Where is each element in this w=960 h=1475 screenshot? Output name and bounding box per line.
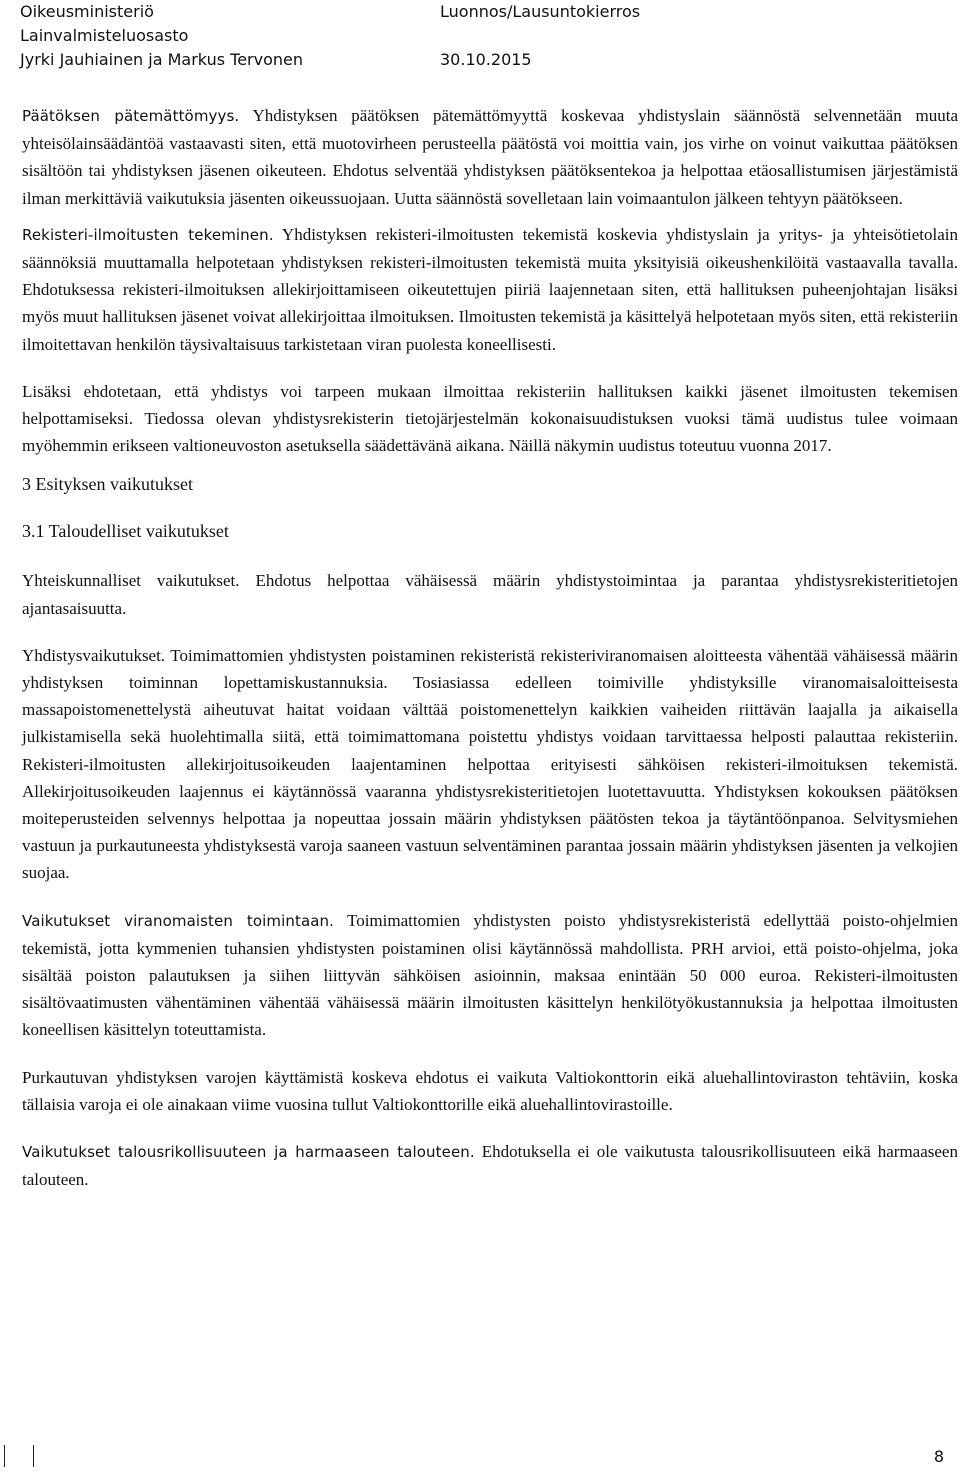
- paragraph-text: Toimimattomien yhdistysten poisto yhdistysrekisteristä edellyttää poisto-ohjelmien tekemistä, jotta kymmenien tuhansien yhdistysten poistaminen olisi käytännössä mahdollista. PRH arvioi, että poisto-ohjelma, joka sisältää poiston palautuksen ja siihen liittyvän sähköisen asioinnin, maksaa enintään 50 000 euroa. Rekisteri-ilmoitusten sisältövaatimusten vähentäminen vähentää vähäisessä määrin ilmoitusten käsittelyn henkilötyökustannuksia ja helpottaa ilmoitusten koneellisen käsittelyn toteuttamista.: [22, 910, 958, 1040]
- paragraph-lead: Yhteiskunnalliset vaikutukset.: [22, 571, 240, 591]
- margin-mark: [4, 1445, 5, 1467]
- paragraph-lisaksi: [22, 378, 958, 460]
- section-heading: 3 Esityksen vaikutukset: [22, 474, 193, 495]
- paragraph-yhdistysvaikutukset: [22, 642, 958, 887]
- paragraph-text: Ehdotuksella ei ole vaikutusta talousrikollisuuteen eikä harmaaseen talouteen.: [22, 1142, 958, 1190]
- paragraph-lead: Vaikutukset talousrikollisuuteen ja harmaaseen talouteen.: [22, 1143, 475, 1162]
- paragraph-text: Yhdistyksen rekisteri-ilmoitusten tekemistä koskevia yhdistyslain ja yritys- ja yhteisötietolain säännöksiä muuttamalla helpotetaan yhdistyksen rekisteri-ilmoitusten tekemistä muita yksityisiä oikeushenkilöitä vastaavalla tavalla. Ehdotuksessa rekisteri-ilmoituksen allekirjoittamiseen oikeutettujen piiriä laajennetaan siten, että hallituksen puheenjohtajan lisäksi myös muut hallituksen jäsenet voivat allekirjoittaa ilmoituksen. Ilmoitusten tekemistä ja käsittelyä helpotetaan myös siten, että rekisteriin ilmoitettavan henkilön täysivaltaisuus tarkistetaan viran puolesta koneellisesti.: [22, 224, 958, 354]
- header-ministry: Oikeusministeriö: [20, 2, 154, 21]
- paragraph-lead: Päätöksen pätemättömyys.: [22, 107, 240, 125]
- paragraph-patemattomyys: [22, 102, 958, 212]
- header-date: 30.10.2015: [440, 50, 532, 69]
- page-footer: [0, 1435, 960, 1475]
- paragraph-purkautuva: [22, 1064, 958, 1118]
- header-doc-type: Luonnos/Lausuntokierros: [440, 2, 641, 21]
- paragraph-text: Ehdotus helpottaa vähäisessä määrin yhdistystoimintaa ja parantaa yhdistysrekisteritietojen ajantasaisuutta.: [22, 571, 959, 618]
- paragraph-talousrikollisuus: [22, 1138, 958, 1193]
- header-unit: Lainvalmisteluosasto: [20, 26, 189, 45]
- document-body: [22, 102, 958, 1203]
- paragraph-viranomaiset: [22, 907, 958, 1044]
- paragraph-text: Purkautuvan yhdistyksen varojen käyttämistä koskeva ehdotus ei vaikuta Valtiokonttorin eikä aluehallintoviraston tehtäviin, koska tällaisia varoja ei ole ainakaan viime vuosina tullut Valtiokonttorille eikä aluehallintovirastoille.: [22, 1067, 958, 1114]
- header-left: [20, 0, 440, 72]
- paragraph-yhteiskunnalliset: [22, 567, 958, 621]
- subsection-heading: 3.1 Taloudelliset vaikutukset: [22, 521, 229, 542]
- paragraph-lead: Yhdistysvaikutukset.: [22, 645, 166, 665]
- page-number: 8: [933, 1447, 944, 1466]
- header-authors: Jyrki Jauhiainen ja Markus Tervonen: [20, 50, 303, 69]
- paragraph-text: Lisäksi ehdotetaan, että yhdistys voi tarpeen mukaan ilmoittaa rekisteriin hallituksen kaikki jäsenet ilmoitusten tekemisen helpottamiseksi. Tiedossa olevan yhdistysrekisterin tietojärjestelmän kokonaisuudistuksen vuoksi tämä uudistus tulee voimaan myöhemmin erikseen valtioneuvoston asetuksella säädettävänä aikana. Näillä näkymin uudistus toteutuu vuonna 2017.: [22, 381, 958, 456]
- header-right: [440, 0, 740, 24]
- paragraph-lead: Rekisteri-ilmoitusten tekeminen.: [22, 225, 274, 244]
- paragraph-lead: Vaikutukset viranomaisten toimintaan.: [22, 911, 335, 930]
- paragraph-text: Toimimattomien yhdistysten poistaminen rekisteristä rekisteriviranomaisen aloitteesta vähentää vähäisessä määrin yhdistyksen toiminnan lopettamiskustannuksia. Tosiasiassa edelleen toimiville yhdistyksille viranomaisaloitteisesta massapoistomenettelystä aiheutuvat haitat voidaan välttää poistomenettelyn kaikkien vaiheiden riittävän laajalla ja aikaisella julkistamisella sekä huolehtimalla siitä, että toimimattomana poistettu yhdistys voidaan tarvittaessa helposti palauttaa rekisteriin. Rekisteri-ilmoitusten allekirjoitusoikeuden laajentaminen helpottaa erityisesti sähköisen rekisteri-ilmoituksen tekemistä. Allekirjoitusoikeuden laajennus ei käytännössä vaaranna yhdistysrekisteritietojen luotettavuutta. Yhdistyksen kokouksen päätöksen moiteperusteiden selvennys helpottaa ja nopeuttaa jossain määrin yhdistyksen päätösten tekoa ja täytäntöönpanoa. Selvitysmiehen vastuun ja purkautuneesta yhdistyksestä varoja saaneen vastuun selventäminen parantaa jossain määrin yhdistyksen jäsenten ja velkojien suojaa.: [22, 645, 958, 883]
- margin-mark: [33, 1445, 34, 1467]
- paragraph-text: Yhdistyksen päätöksen pätemättömyyttä koskevaa yhdistyslain säännöstä selvennetään muuta yhteisölainsäädäntöä vastaavasti siten, että muotovirheen perusteella päätöstä voi moittia vain, jos virhe on voinut vaikuttaa päätöksen sisältöön tai yhdistyksen jäsenen oikeuteen. Ehdotus selventää yhdistyksen päätöksentekoa ja helpottaa etäosallistumisen järjestämistä ilman merkittäviä vaikutuksia jäsenten oikeussuojaan. Uutta säännöstä sovelletaan lain voimaantulon jälkeen tehtyyn päätökseen.: [22, 106, 958, 208]
- paragraph-rekisteri-ilmoitukset: [22, 221, 958, 358]
